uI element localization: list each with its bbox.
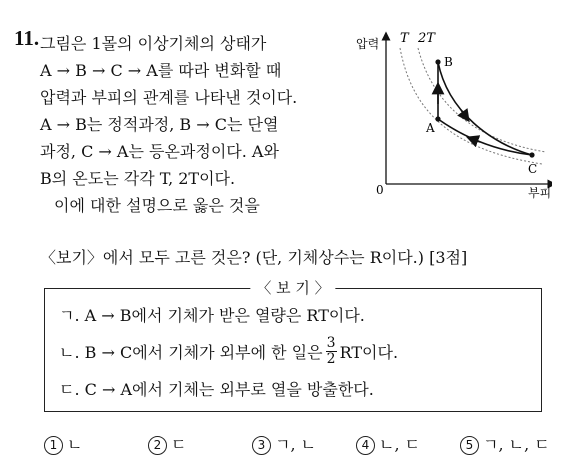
- isotherm-2t-label: 2T: [418, 31, 435, 46]
- stem-line: A → B → C → A를 따라 변화할 때: [40, 61, 282, 80]
- bogi-item-a: [59, 303, 365, 326]
- choice-1[interactable]: [44, 432, 82, 455]
- stem-line: 그림은 1몰의 이상기체의 상태가: [40, 34, 267, 53]
- bogi-marker: ㄴ.: [59, 343, 80, 362]
- choice-number: 4: [356, 436, 375, 455]
- isotherm-t-label: T: [400, 31, 409, 46]
- stem-wide-line: 〈보기〉에서 모두 고른 것은? (단, 기체상수는 R이다.) [3점]: [40, 248, 468, 267]
- y-axis-label: 압력: [356, 37, 380, 51]
- bogi-title: 〈 보 기 〉: [250, 277, 335, 298]
- bogi-text: RT이다.: [339, 343, 399, 362]
- stem-line: B의 온도는 각각 T, 2T이다.: [40, 169, 236, 188]
- bogi-text: B → C에서 기체가 외부에 한 일은: [84, 343, 323, 362]
- stem-line: 압력과 부피의 관계를 나타낸 것이다.: [40, 88, 298, 107]
- stem-line: A → B는 정적과정, B → C는 단열: [40, 115, 279, 134]
- choice-text: ㄴ: [67, 435, 83, 454]
- choice-text: ㄷ: [171, 435, 187, 454]
- point-a-label: A: [426, 121, 435, 135]
- bogi-text: C → A에서 기체는 외부로 열을 방출한다.: [84, 380, 374, 399]
- bogi-item-c: [59, 377, 374, 400]
- stem-line: 과정, C → A는 등온과정이다. A와: [40, 142, 279, 161]
- fraction: [326, 336, 337, 367]
- point-b-dot: [435, 59, 440, 64]
- choice-2[interactable]: [148, 432, 186, 455]
- point-c-dot: [529, 152, 534, 157]
- fraction-denominator: 2: [326, 351, 336, 367]
- choice-4[interactable]: [356, 432, 420, 455]
- point-b-label: B: [444, 55, 453, 69]
- choice-text: ㄱ, ㄴ, ㄷ: [483, 435, 550, 454]
- bogi-marker: ㄱ.: [59, 306, 80, 325]
- choice-text: ㄴ, ㄷ: [379, 435, 421, 454]
- point-a-dot: [435, 116, 440, 121]
- choice-text: ㄱ, ㄴ: [275, 435, 317, 454]
- pv-diagram: [352, 22, 552, 202]
- bogi-item-b: [59, 336, 398, 367]
- choice-3[interactable]: [252, 432, 316, 455]
- process-bc: [438, 62, 532, 155]
- point-c-label: C: [528, 162, 538, 176]
- fraction-numerator: 3: [326, 335, 336, 351]
- choice-number: 2: [148, 436, 167, 455]
- stem-line: 이에 대한 설명으로 옳은 것을: [54, 196, 260, 215]
- choice-5[interactable]: [460, 432, 550, 455]
- process-bc-arrow: [461, 110, 466, 117]
- question-number: 11.: [14, 26, 40, 50]
- choice-number: 3: [252, 436, 271, 455]
- bogi-box: [44, 279, 542, 412]
- choice-number: 5: [460, 436, 479, 455]
- bogi-marker: ㄷ.: [59, 380, 80, 399]
- choice-number: 1: [44, 436, 63, 455]
- bogi-text: A → B에서 기체가 받은 열량은 RT이다.: [84, 306, 365, 325]
- x-axis-label: 부피: [528, 186, 552, 200]
- question-stem: [40, 30, 358, 219]
- origin-label: 0: [376, 183, 384, 197]
